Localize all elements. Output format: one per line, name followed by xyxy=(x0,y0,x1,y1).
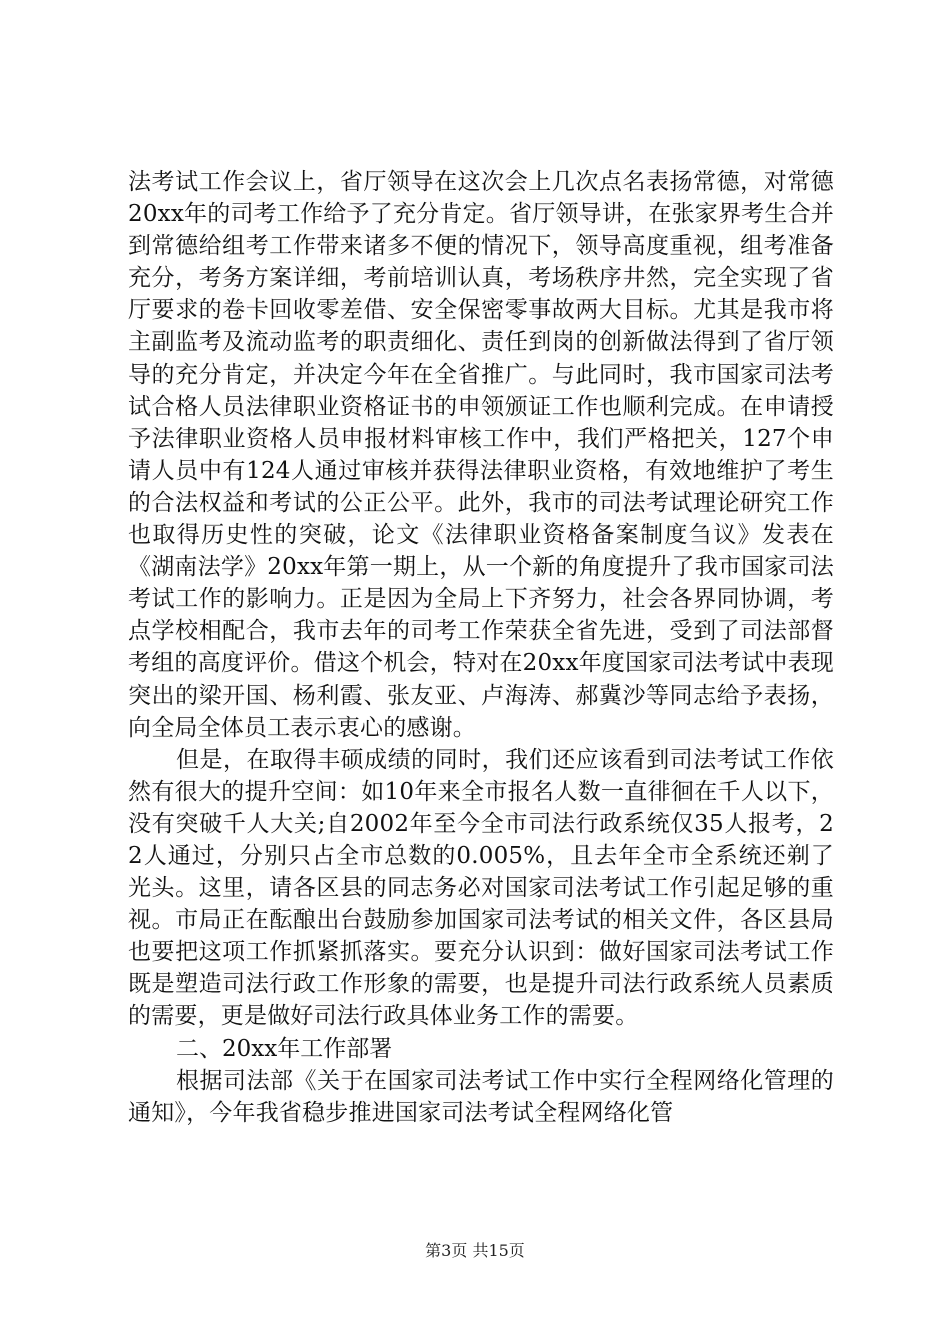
section-heading: 二、20xx年工作部署 xyxy=(176,1035,393,1062)
paragraph-continued: 法考试工作会议上，省厅领导在这次会上几次点名表扬常德，对常德20xx年的司考工作给予了充分肯定。省厅领导讲，在张家界考生合并到常德给组考工作带来诸多不便的情况下，领导高度重视，组考准备充分，考务方案详细，考前培训认真，考场秩序井然，完全实现了省厅要求的卷卡回收零差借、安全保密零事故两大目标。尤其是我市将主副监考及流动监考的职责细化、责任到岗的创新做法得到了省厅领导的充分肯定，并决定今年在全省推广。与此同时，我市国家司法考试合格人员法律职业资格证书的申领颁证工作也顺利完成。在申请授予法律职业资格人员申报材料审核工作中，我们严格把关，127个申请人员中有124人通过审核并获得法律职业资格，有效地维护了考生的合法权益和考试的公正公平。此外，我市的司法考试理论研究工作也取得历史性的突破，论文《法律职业资格备案制度刍议》发表在《湖南法学》20xx年第一期上，从一个新的角度提升了我市国家司法考试工作的影响力。正是因为全局上下齐努力，社会各界同协调，考点学校相配合，我市去年的司考工作荣获全省先进，受到了司法部督考组的高度评价。借这个机会，特对在20xx年度国家司法考试中表现突出的梁开国、杨利霞、张友亚、卢海涛、郝冀沙等同志给予表扬，向全局全体员工表示衷心的感谢。 xyxy=(128,169,834,741)
paragraph-deployment: 根据司法部《关于在国家司法考试工作中实行全程网络化管理的通知》，今年我省稳步推进国家司法考试全程网络化管 xyxy=(128,1067,834,1126)
document-body xyxy=(128,166,834,1129)
page-footer: 第3页 共15页 xyxy=(425,1241,525,1260)
paragraph-however: 但是，在取得丰硕成绩的同时，我们还应该看到司法考试工作依然有很大的提升空间：如10年来全市报名人数一直徘徊在千人以下，没有突破千人大关;自2002年至今全市司法行政系统仅35人报考，22人通过，分别只占全市总数的0.005%，且去年全市全系统还剃了光头。这里，请各区县的同志务必对国家司法考试工作引起足够的重视。市局正在酝酿出台鼓励参加国家司法考试的相关文件，各区县局也要把这项工作抓紧抓落实。要充分认识到：做好国家司法考试工作既是塑造司法行政工作形象的需要，也是提升司法行政系统人员素质的需要，更是做好司法行政具体业务工作的需要。 xyxy=(128,746,834,1030)
